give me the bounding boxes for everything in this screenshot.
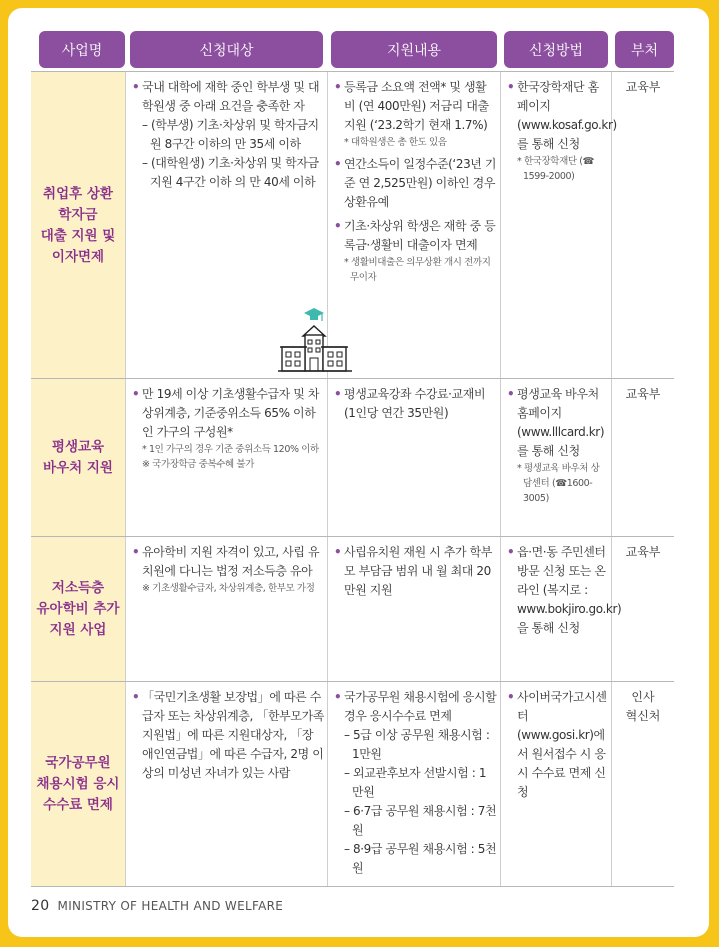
- note-text: * 대학원생은 총 한도 있음: [344, 137, 447, 148]
- program-name: 취업후 상환 학자금 대출 지원 및 이자면제: [31, 72, 126, 379]
- note-text: * 1인 가구의 경우 기준 중위소득 120% 이하: [142, 444, 319, 455]
- list-item: • 평생교육강좌 수강료·교재비 (1인당 연간 35만원): [334, 385, 497, 423]
- list-item: – 5급 이상 공무원 채용시험 : 1만원: [344, 728, 490, 761]
- table-row: [31, 71, 674, 379]
- target-cell: [126, 379, 328, 537]
- list-item: – 외교관후보자 선발시험 : 1만원: [344, 766, 487, 799]
- method-cell: [501, 537, 622, 682]
- list-item: • 국가공무원 채용시험에 응시할 경우 응시수수료 면제: [334, 688, 497, 726]
- note-text: * 평생교육 바우처 상담센터 (☎1600-3005): [517, 463, 600, 504]
- support-cell: [328, 379, 501, 537]
- page-number: 20: [31, 898, 50, 914]
- list-item: – 8·9급 공무원 채용시험 : 5천원: [344, 842, 497, 875]
- header-method: 신청방법: [504, 31, 608, 68]
- list-item: • 사립유치원 재원 시 추가 학부모 부담금 범위 내 월 최대 20만원 지원: [334, 543, 497, 600]
- table-row: [31, 681, 674, 887]
- list-item: • 사이버국가고시센터 (www.gosi.kr)에서 원서접수 시 응시 수수료 면제 신청: [507, 688, 608, 802]
- header-target: 신청대상: [130, 31, 323, 68]
- dept-cell: 교육부: [625, 387, 661, 401]
- dept-cell: 교육부: [625, 80, 661, 94]
- method-cell: [501, 682, 612, 886]
- list-item: – (학부생) 기초·차상위 및 학자금지원 8구간 이하의 만 35세 이하: [142, 118, 319, 151]
- note-text: ※ 기초생활수급자, 차상위계층, 한부모 가정: [142, 583, 315, 594]
- target-cell: [126, 537, 328, 682]
- target-cell: [126, 72, 328, 379]
- method-cell: [501, 379, 612, 537]
- dept-cell: 교육부: [625, 545, 661, 559]
- support-cell: [328, 72, 501, 379]
- list-item: • 유아학비 지원 자격이 있고, 사립 유치원에 다니는 법정 저소득층 유아: [132, 543, 324, 581]
- note-text: * 한국장학재단 (☎ 1599-2000): [517, 156, 594, 182]
- target-cell: [126, 682, 328, 886]
- header-dept: 부처: [615, 31, 674, 68]
- list-item: – 6·7급 공무원 채용시험 : 7천원: [344, 804, 497, 837]
- footer: [31, 898, 283, 914]
- header-support: 지원내용: [331, 31, 497, 68]
- method-cell: [501, 72, 617, 379]
- list-item: • 읍·면·동 주민센터 방문 신청 또는 온라인 (복지로 : www.bokjiro.go.kr)을 통해 신청: [507, 543, 608, 638]
- dept-cell: 인사 혁신처: [625, 690, 661, 723]
- list-item: • 연간소득이 일정수준(‘23년 기준 연 2,525만원) 이하인 경우 상환유예: [334, 155, 497, 212]
- list-item: • 평생교육 바우처 홈페이지 (www.lllcard.kr)를 통해 신청: [507, 385, 608, 461]
- list-item: • 기초·차상위 학생은 재학 중 등록금·생활비 대출이자 면제: [334, 217, 497, 255]
- list-item: • 「국민기초생활 보장법」에 따른 수급자 또는 차상위계층, 「한부모가족지원법」에 따른 지원대상자, 「장애인연금법」에 따른 수급자, 2명 이상의 미성년 자녀가 있는 사람: [132, 688, 324, 783]
- table-row: [31, 378, 674, 537]
- header-program: 사업명: [39, 31, 125, 68]
- support-cell: [328, 537, 501, 682]
- program-name: 평생교육 바우처 지원: [31, 379, 126, 537]
- list-item: • 등록금 소요액 전액* 및 생활비 (연 400만원) 저금리 대출 지원 (‘23.2학기 현재 1.7%): [334, 78, 497, 135]
- support-cell: [328, 682, 501, 886]
- note-text: * 생활비대출은 의무상환 개시 전까지 무이자: [344, 257, 491, 283]
- list-item: – (대학원생) 기초·차상위 및 학자금지원 4구간 이하 의 만 40세 이하: [142, 156, 319, 189]
- table-row: [31, 536, 674, 682]
- program-name: 국가공무원 채용시험 응시 수수료 면제: [31, 682, 126, 886]
- footer-text: MINISTRY OF HEALTH AND WELFARE: [57, 899, 284, 913]
- list-item: • 한국장학재단 홈페이지 (www.kosaf.go.kr)를 통해 신청: [507, 78, 608, 154]
- list-item: • 국내 대학에 재학 중인 학부생 및 대학원생 중 아래 요건을 충족한 자: [132, 78, 324, 116]
- program-name: 저소득층 유아학비 추가 지원 사업: [31, 537, 126, 682]
- note-text: ※ 국가장학금 중복수혜 불가: [142, 459, 254, 470]
- list-item: • 만 19세 이상 기초생활수급자 및 차상위계층, 기준중위소득 65% 이하인 가구의 구성원*: [132, 385, 324, 442]
